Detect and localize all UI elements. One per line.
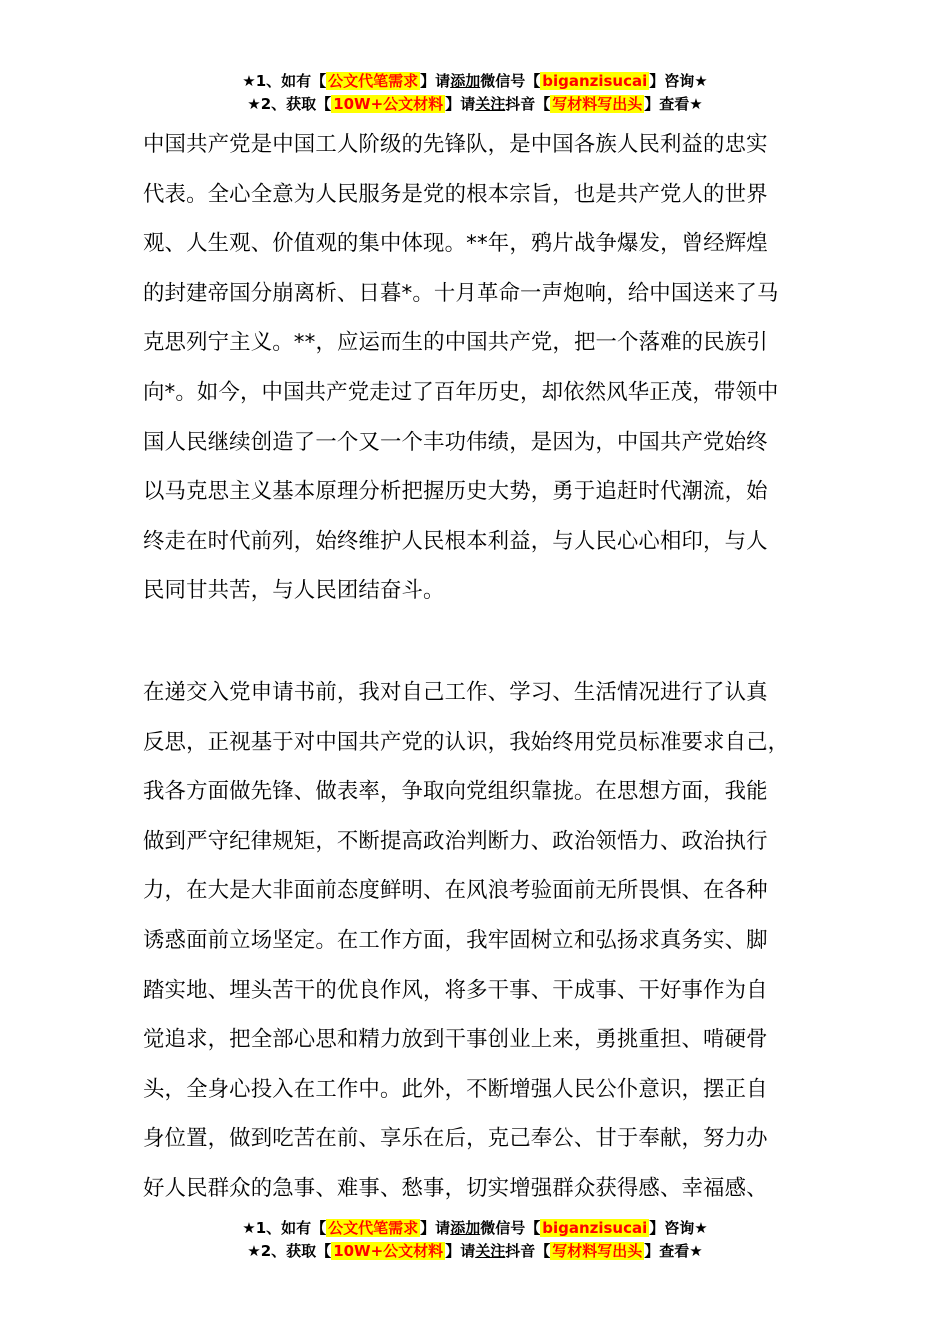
footer-banner bbox=[0, 1217, 950, 1263]
banner-line-2 bbox=[0, 93, 950, 116]
banner-text: 】请 bbox=[445, 1242, 476, 1260]
text-line: 反思，正视基于对中国共产党的认识，我始终用党员标准要求自己， bbox=[143, 729, 790, 755]
banner-text: 】查看★ bbox=[644, 1242, 703, 1260]
wechat-id-highlight: biganzisucai bbox=[542, 1219, 648, 1237]
text-line: 观、人生观、价值观的集中体现。**年，鸦片战争爆发，曾经辉煌 bbox=[143, 231, 768, 257]
text-line: 头，全身心投入在工作中。此外，不断增强人民公仆意识，摆正自 bbox=[143, 1076, 768, 1102]
banner-text: ★1、如有【 bbox=[242, 1219, 327, 1237]
underlined-text: 添加 bbox=[450, 1219, 481, 1237]
banner-text: 】请 bbox=[445, 95, 476, 113]
paragraph-2 bbox=[143, 668, 843, 1214]
underlined-text: 关注 bbox=[475, 1242, 506, 1260]
banner-text: 】请 bbox=[420, 1219, 451, 1237]
douyin-account-highlight: 写材料写出头 bbox=[552, 95, 643, 113]
text-line: 代表。全心全意为人民服务是党的根本宗旨，也是共产党人的世界 bbox=[143, 181, 768, 207]
text-line: 好人民群众的急事、难事、愁事，切实增强群众获得感、幸福感、 bbox=[143, 1175, 768, 1201]
text-line: 觉追求，把全部心思和精力放到干事创业上来，勇挑重担、啃硬骨 bbox=[143, 1027, 768, 1053]
banner-text: 抖音【 bbox=[505, 1242, 551, 1260]
banner-text: 】咨询★ bbox=[649, 1219, 708, 1237]
header-banner bbox=[0, 70, 950, 116]
banner-line-2 bbox=[0, 1240, 950, 1263]
underlined-text: 添加 bbox=[450, 72, 481, 90]
highlight-text: 10W+公文材料 bbox=[333, 1242, 444, 1260]
banner-text: 微信号【 bbox=[480, 72, 541, 90]
underlined-text: 关注 bbox=[475, 95, 506, 113]
text-line: 做到严守纪律规矩，不断提高政治判断力、政治领悟力、政治执行 bbox=[143, 828, 768, 854]
text-line: 身位置，做到吃苦在前、享乐在后，克己奉公、甘于奉献，努力办 bbox=[143, 1126, 768, 1152]
highlight-text: 10W+公文材料 bbox=[333, 95, 444, 113]
highlight-text: 公文代笔需求 bbox=[328, 72, 419, 90]
text-line: 民同甘共苦，与人民团结奋斗。 bbox=[143, 578, 445, 604]
text-line: 踏实地、埋头苦干的优良作风，将多干事、干成事、干好事作为自 bbox=[143, 977, 768, 1003]
banner-text: ★1、如有【 bbox=[242, 72, 327, 90]
text-line: 力，在大是大非面前态度鲜明、在风浪考验面前无所畏惧、在各种 bbox=[143, 878, 768, 904]
text-line: 我各方面做先锋、做表率，争取向党组织靠拢。在思想方面，我能 bbox=[143, 779, 768, 805]
text-line: 向*。如今，中国共产党走过了百年历史，却依然风华正茂，带领中 bbox=[143, 379, 779, 405]
banner-line-1 bbox=[0, 70, 950, 93]
banner-text: ★2、获取【 bbox=[247, 95, 332, 113]
text-line: 终走在时代前列，始终维护人民根本利益，与人民心心相印，与人 bbox=[143, 528, 768, 554]
banner-text: ★2、获取【 bbox=[247, 1242, 332, 1260]
banner-text: 】查看★ bbox=[644, 95, 703, 113]
banner-line-1 bbox=[0, 1217, 950, 1240]
text-line: 的封建帝国分崩离析、日暮*。十月革命一声炮响，给中国送来了马 bbox=[143, 280, 779, 306]
paragraph-1 bbox=[143, 120, 843, 616]
text-line: 国人民继续创造了一个又一个丰功伟绩，是因为，中国共产党始终 bbox=[143, 429, 768, 455]
douyin-account-highlight: 写材料写出头 bbox=[552, 1242, 643, 1260]
text-line: 在递交入党申请书前，我对自己工作、学习、生活情况进行了认真 bbox=[143, 680, 768, 705]
banner-text: 抖音【 bbox=[505, 95, 551, 113]
text-line: 中国共产党是中国工人阶级的先锋队，是中国各族人民利益的忠实 bbox=[143, 132, 768, 157]
banner-text: 微信号【 bbox=[480, 1219, 541, 1237]
wechat-id-highlight: biganzisucai bbox=[542, 72, 648, 90]
banner-text: 】咨询★ bbox=[649, 72, 708, 90]
banner-text: 】请 bbox=[420, 72, 451, 90]
text-line: 诱惑面前立场坚定。在工作方面，我牢固树立和弘扬求真务实、脚 bbox=[143, 927, 768, 953]
text-line: 克思列宁主义。**，应运而生的中国共产党，把一个落难的民族引 bbox=[143, 330, 768, 356]
highlight-text: 公文代笔需求 bbox=[328, 1219, 419, 1237]
text-line: 以马克思主义基本原理分析把握历史大势，勇于追赶时代潮流，始 bbox=[143, 479, 768, 505]
